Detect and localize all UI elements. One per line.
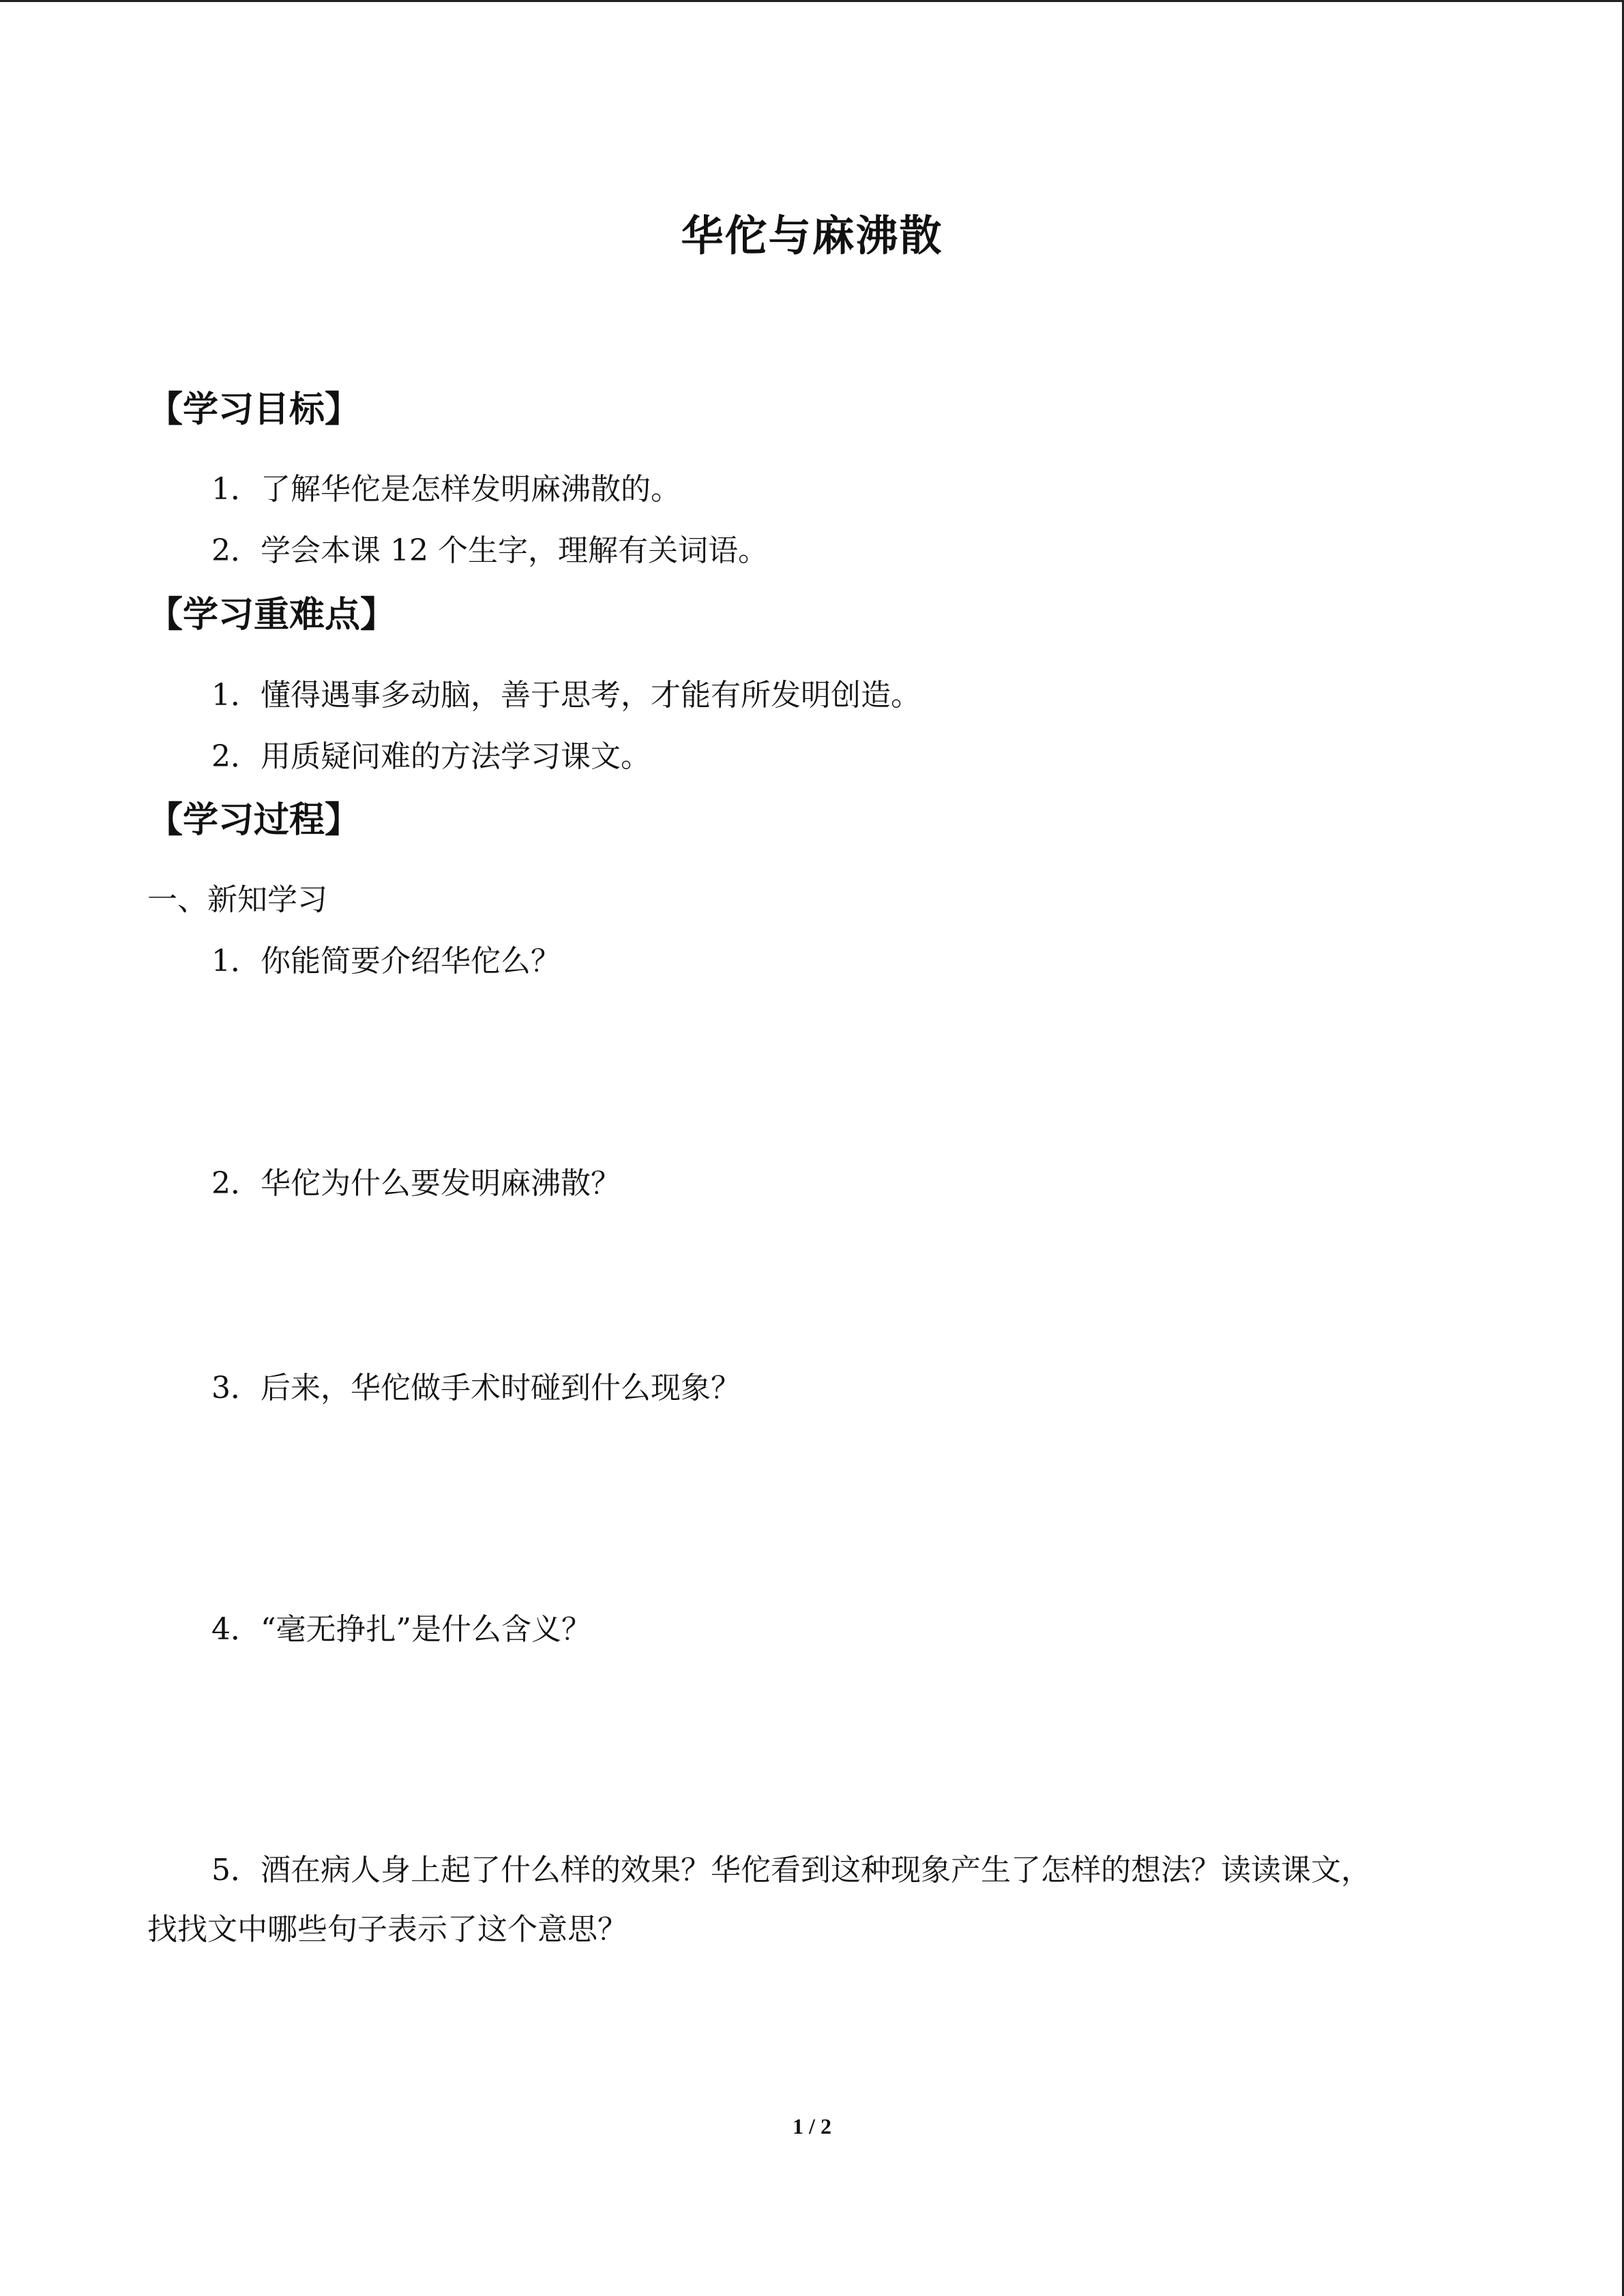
section-heading-process: 【学习过程】: [147, 800, 361, 841]
question-4: 4．“毫无挣扎”是什么含义？: [211, 1612, 591, 1647]
page-title: 华佗与麻沸散: [681, 211, 943, 260]
question-1: 1．你能简要介绍华佗么？: [211, 944, 561, 979]
key-point-item-2: 2．用质疑问难的方法学习课文。: [211, 739, 651, 774]
question-2: 2．华佗为什么要发明麻沸散？: [211, 1166, 621, 1201]
key-point-item-1: 1．懂得遇事多动脑，善于思考，才能有所发明创造。: [211, 678, 921, 713]
section-heading-goals: 【学习目标】: [147, 389, 361, 430]
section-heading-key-points: 【学习重难点】: [147, 595, 396, 636]
question-5: 5．酒在病人身上起了什么样的效果？华佗看到这种现象产生了怎样的想法？读读课文，: [211, 1853, 1371, 1888]
process-subheading: 一、新知学习: [147, 882, 327, 917]
question-5-continuation: 找找文中哪些句子表示了这个意思？: [147, 1912, 628, 1947]
question-3: 3．后来，华佗做手术时碰到什么现象？: [211, 1371, 741, 1405]
page-border-top: [0, 0, 1624, 2]
goal-item-2: 2．学会本课 12 个生字，理解有关词语。: [211, 533, 768, 568]
goal-item-1: 1．了解华佗是怎样发明麻沸散的。: [211, 472, 681, 507]
page-number: 1 / 2: [793, 2114, 831, 2138]
